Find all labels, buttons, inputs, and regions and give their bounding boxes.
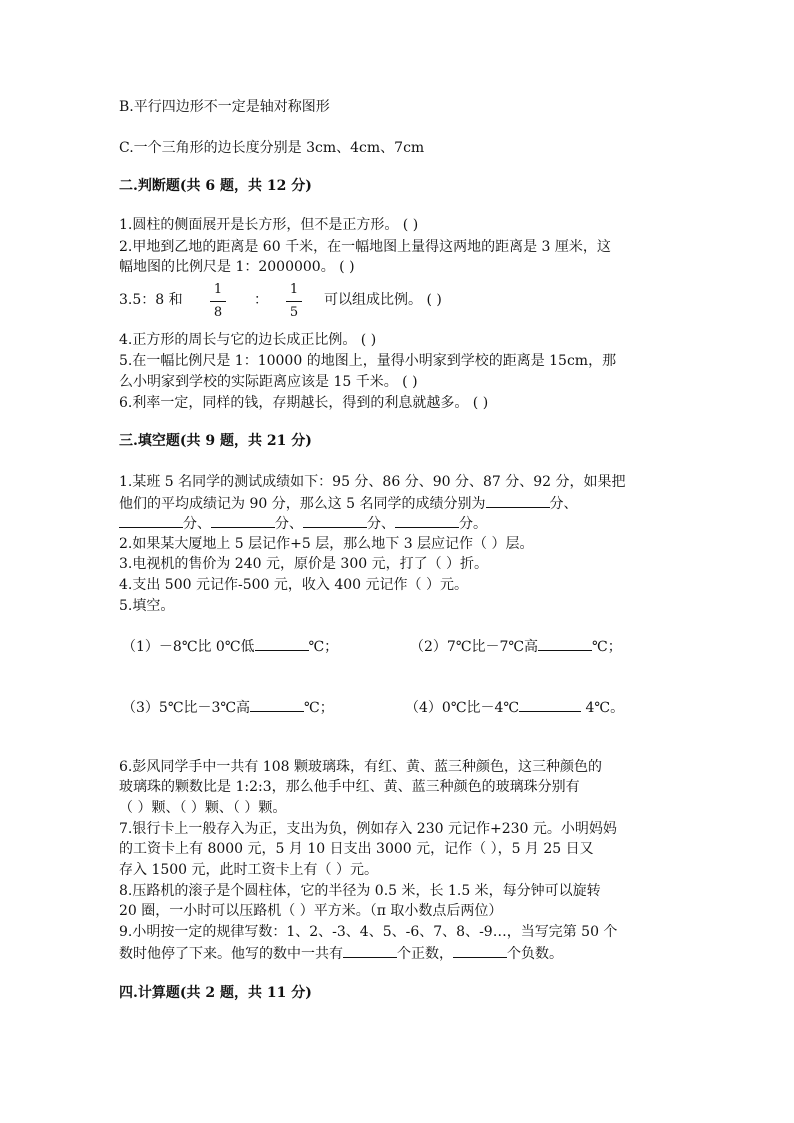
fill-q1-unit: 分、 [367,516,395,532]
judge-q3-fraction-2 [286,282,302,321]
fraction-2-numerator: 1 [286,282,302,302]
fill-q5: 5.填空。 [119,598,175,614]
answer-blank[interactable] [303,513,367,528]
answer-blank[interactable] [255,636,309,651]
fill-q5-part1-unit: ℃； [308,639,339,655]
fill-q5-part2-unit: ℃； [592,639,622,655]
fill-q4: 4.支出 500 元记作-500 元，收入 400 元记作（ ）元。 [119,577,468,593]
fill-q7-line1: 7.银行卡上一般存入为正，支出为负，例如存入 230 元记作+230 元。小明妈妈 [119,821,617,837]
answer-blank[interactable] [250,697,304,712]
answer-blank[interactable] [519,697,581,712]
fill-q5-part1 [122,636,338,657]
section-4-title: 四.计算题(共 2 题，共 11 分) [119,985,312,1001]
fill-q5-part4-text: （4）0℃比－4℃ [405,700,520,716]
fill-q3: 3.电视机的售价为 240 元，原价是 300 元，打了（ ）折。 [119,556,489,572]
fill-q5-part4 [405,697,624,718]
judge-q5-line1: 5.在一幅比例尺是 1：10000 的地图上，量得小明家到学校的距离是 15cm，那 [119,353,617,369]
fill-q5-part3-text: （3）5℃比－3℃高 [122,700,251,716]
fill-q5-part1-text: （1）－8℃比 0℃低 [122,639,255,655]
fill-q8-line1: 8.压路机的滚子是个圆柱体，它的半径为 0.5 米，长 1.5 米，每分钟可以旋转 [119,883,601,899]
judge-q2-line2: 幅地图的比例尺是 1：2000000。 ( ) [119,259,355,275]
fill-q9-end: 个负数。 [507,946,563,962]
fill-q5-part2 [410,636,622,657]
judge-q6: 6.利率一定，同样的钱，存期越长，得到的利息就越多。 ( ) [119,395,489,411]
fill-q9-line1: 9.小明按一定的规律写数：1、2、-3、4、5、-6、7、8、-9…，当写完第 50 个 [119,924,618,940]
fill-q9-line2 [119,943,563,964]
option-c: C.一个三角形的边长度分别是 3cm、4cm、7cm [119,140,425,156]
fill-q8-line2: 20 圈，一小时可以压路机（ ）平方米。（π 取小数点后两位） [119,903,503,919]
answer-blank[interactable] [453,943,507,958]
judge-q3-colon: ： [254,292,268,308]
fill-q2: 2.如果某大厦地上 5 层记作+5 层，那么地下 3 层应记作（ ）层。 [119,536,534,552]
fill-q1-unit: 分、 [275,516,303,532]
judge-q2-line1: 2.甲地到乙地的距离是 60 千米，在一幅地图上量得这两地的距离是 3 厘米，这 [119,239,611,255]
fill-q1-line1: 1.某班 5 名同学的测试成绩如下：95 分、86 分、90 分、87 分、92 分，如果把 [119,474,626,490]
answer-blank[interactable] [486,493,550,508]
fill-q7-line3: 存入 1500 元，此时工资卡上有（ ）元。 [119,862,378,878]
fill-q9-text: 数时他停了下来。他写的数中一共有 [119,946,343,962]
fraction-2-denominator: 5 [289,305,299,320]
answer-blank[interactable] [343,943,397,958]
fill-q1-unit: 分、 [183,516,211,532]
fill-q6-line2: 玻璃珠的颗数比是 1:2:3，那么他手中红、黄、蓝三种颜色的玻璃珠分别有 [119,779,580,795]
answer-blank[interactable] [119,513,183,528]
answer-blank[interactable] [211,513,275,528]
judge-q1: 1.圆柱的侧面展开是长方形，但不是正方形。 ( ) [119,217,419,233]
fill-q6-line1: 6.彭风同学手中一共有 108 颗玻璃珠，有红、黄、蓝三种颜色，这三种颜色的 [119,759,602,775]
fill-q6-line3: （ ）颗、（ ）颗、（ ）颗。 [119,800,287,816]
fraction-1-numerator: 1 [210,282,226,302]
option-b: B.平行四边形不一定是轴对称图形 [119,99,330,115]
fill-q5-part3 [122,697,334,718]
fraction-1-denominator: 8 [213,305,223,320]
fill-q5-part4-unit: 4℃。 [581,700,625,716]
answer-blank[interactable] [395,513,459,528]
fill-q1-unit: 分、 [549,496,578,512]
section-3-title: 三.填空题(共 9 题，共 21 分) [119,433,312,449]
fill-q1-line3 [119,513,487,534]
answer-blank[interactable] [538,636,592,651]
fill-q7-line2: 的工资卡上有 8000 元，5 月 10 日支出 3000 元，记作（ ），5 月 25 日又 [119,841,594,857]
section-2-title: 二.判断题(共 6 题，共 12 分) [119,178,312,194]
fill-q1-line2-text: 他们的平均成绩记为 90 分，那么这 5 名同学的成绩分别为 [119,496,486,512]
fill-q5-part3-unit: ℃； [304,700,334,716]
fill-q1-line2 [119,493,578,514]
fill-q5-part2-text: （2）7℃比－7℃高 [410,639,539,655]
fill-q1-unit: 分。 [459,516,487,532]
judge-q3-suffix: 可以组成比例。 ( ) [324,292,442,308]
judge-q3-prefix: 3.5：8 和 [119,292,183,308]
judge-q3-fraction-1 [210,282,226,321]
fill-q9-mid: 个正数， [397,946,453,962]
judge-q5-line2: 么小明家到学校的实际距离应该是 15 千米。 ( ) [119,374,418,390]
judge-q4: 4.正方形的周长与它的边长成正比例。 ( ) [119,332,377,348]
